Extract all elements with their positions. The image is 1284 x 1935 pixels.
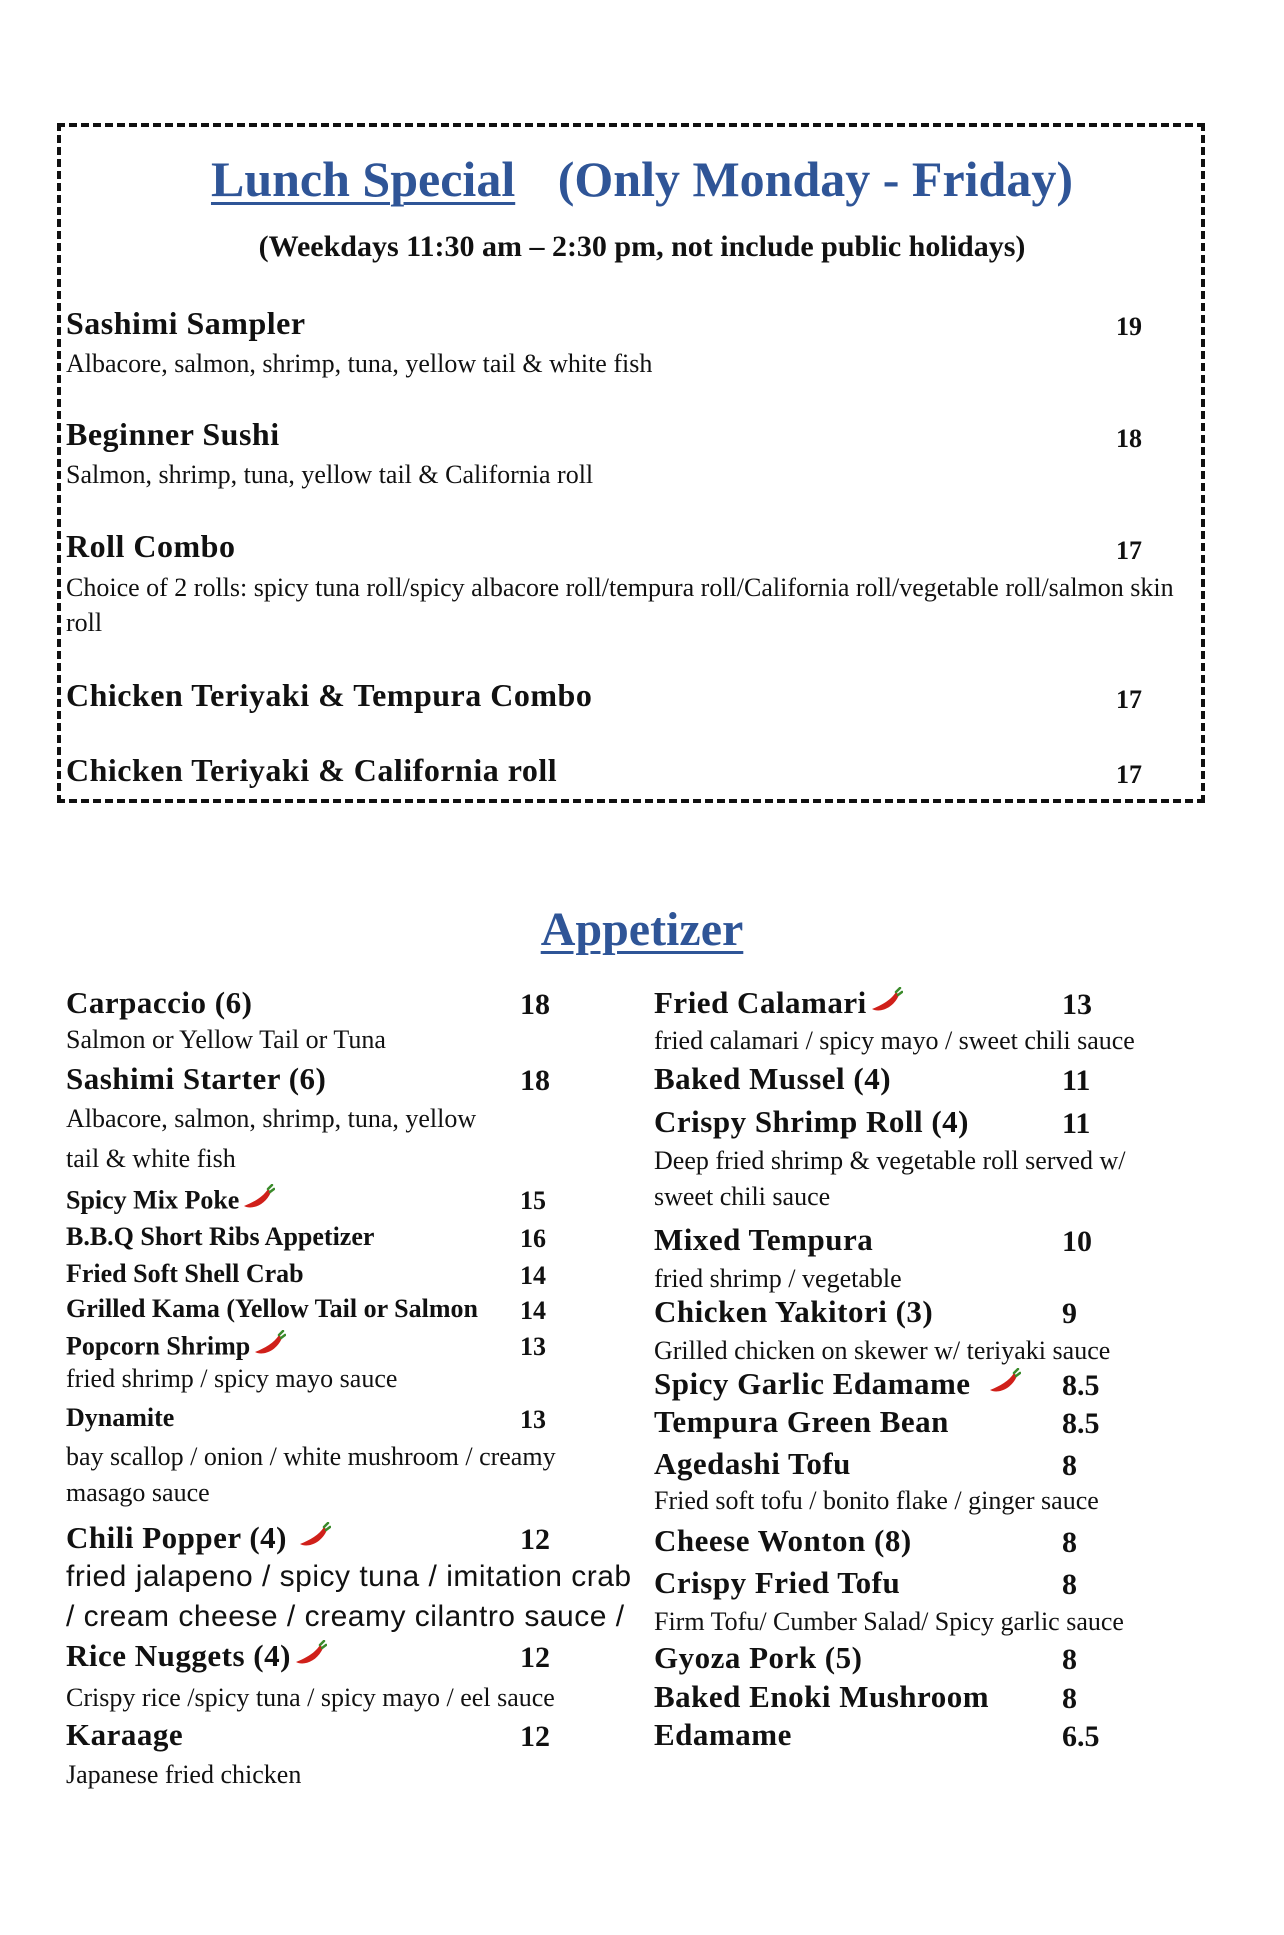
appetizer-item-desc: Albacore, salmon, shrimp, tuna, yellow [66, 1104, 477, 1133]
appetizer-item-name: Tempura Green Bean [654, 1404, 949, 1439]
appetizer-item-desc: Grilled chicken on skewer w/ teriyaki sauce [654, 1336, 1111, 1365]
lunch-item-price: 19 [1116, 312, 1142, 341]
chili-pepper-icon [869, 987, 903, 1025]
appetizer-item-price: 8 [1062, 1568, 1077, 1601]
lunch-item-price: 17 [1116, 685, 1142, 714]
lunch-item-price: 17 [1116, 536, 1142, 565]
appetizer-item-price: 12 [520, 1720, 550, 1753]
appetizer-item [66, 1184, 275, 1221]
appetizer-item-price: 8 [1062, 1643, 1077, 1676]
appetizer-item-price: 8 [1062, 1526, 1077, 1559]
appetizer-item-name: Fried Soft Shell Crab [66, 1259, 304, 1288]
appetizer-item-name: Popcorn Shrimp [66, 1331, 251, 1361]
chili-pepper-icon [293, 1640, 327, 1678]
appetizer-item-name: Spicy Mix Poke [66, 1185, 240, 1215]
appetizer-item-desc: fried shrimp / spicy mayo sauce [66, 1364, 398, 1393]
lunch-item-name: Chicken Teriyaki & California roll [66, 752, 558, 788]
appetizer-item-price: 10 [1062, 1225, 1092, 1258]
chili-pepper-icon [987, 1368, 1021, 1406]
appetizer-item-name: Edamame [654, 1717, 792, 1752]
appetizer-item-name: Chicken Yakitori (3) [654, 1294, 934, 1329]
appetizer-item [66, 1330, 286, 1367]
appetizer-item-desc: Japanese fried chicken [66, 1760, 302, 1789]
appetizer-item-desc: bay scallop / onion / white mushroom / creamy [66, 1442, 556, 1471]
appetizer-item-desc: masago sauce [66, 1478, 210, 1507]
appetizer-item-name: Gyoza Pork (5) [654, 1640, 863, 1675]
appetizer-item-desc: Firm Tofu/ Cumber Salad/ Spicy garlic sauce [654, 1607, 1124, 1636]
lunch-item-desc: Choice of 2 rolls: spicy tuna roll/spicy albacore roll/tempura roll/California roll/vegetable roll/salmon skin roll [66, 573, 1174, 637]
appetizer-item-name: Baked Enoki Mushroom [654, 1679, 990, 1714]
chili-pepper-icon [297, 1522, 331, 1560]
lunch-item-price: 18 [1116, 424, 1142, 453]
appetizer-item-desc: Deep fried shrimp & vegetable roll served w/ [654, 1146, 1126, 1175]
appetizer-item-name: Grilled Kama (Yellow Tail or Salmon [66, 1294, 478, 1323]
lunch-item-desc: Salmon, shrimp, tuna, yellow tail & California roll [66, 460, 594, 489]
lunch-special-subtitle: (Weekdays 11:30 am – 2:30 pm, not include public holidays) [258, 230, 1026, 263]
appetizer-item [66, 1638, 327, 1678]
chili-pepper-icon [241, 1184, 275, 1221]
lunch-item-name: Sashimi Sampler [66, 305, 306, 341]
appetizer-item-price: 13 [520, 1405, 546, 1434]
appetizer-item-price: 12 [520, 1523, 550, 1556]
lunch-item-name: Roll Combo [66, 528, 236, 564]
appetizer-item-desc: Fried soft tofu / bonito flake / ginger sauce [654, 1486, 1099, 1515]
appetizer-item-name: Sashimi Starter (6) [66, 1061, 327, 1096]
appetizer-item-name: Karaage [66, 1717, 184, 1752]
appetizer-item-price: 8.5 [1062, 1369, 1100, 1402]
appetizer-item-price: 13 [1062, 988, 1092, 1021]
lunch-item-desc: Albacore, salmon, shrimp, tuna, yellow tail & white fish [66, 349, 653, 378]
appetizer-item-desc: Salmon or Yellow Tail or Tuna [66, 1025, 386, 1054]
appetizer-item-desc: Crispy rice /spicy tuna / spicy mayo / eel sauce [66, 1683, 555, 1712]
appetizer-item-desc: fried jalapeno / spicy tuna / imitation crab [66, 1560, 632, 1593]
lunch-item-price: 17 [1116, 760, 1142, 789]
appetizer-item-price: 18 [520, 1064, 550, 1097]
appetizer-item-desc: tail & white fish [66, 1144, 236, 1173]
appetizer-item-price: 14 [520, 1261, 546, 1290]
appetizer-item [654, 1366, 1021, 1406]
appetizer-title: Appetizer [540, 903, 744, 956]
appetizer-item-price: 12 [520, 1641, 550, 1674]
lunch-item-name: Chicken Teriyaki & Tempura Combo [66, 677, 593, 713]
appetizer-item-price: 8.5 [1062, 1407, 1100, 1440]
appetizer-item-price: 6.5 [1062, 1720, 1100, 1753]
appetizer-item-name: Baked Mussel (4) [654, 1061, 892, 1096]
appetizer-item-price: 14 [520, 1296, 546, 1325]
lunch-special-title [0, 150, 1284, 208]
appetizer-item-name: Agedashi Tofu [654, 1446, 851, 1481]
appetizer-item-name: Mixed Tempura [654, 1222, 874, 1257]
appetizer-item-price: 8 [1062, 1449, 1077, 1482]
appetizer-item [654, 985, 903, 1025]
lunch-item-name: Beginner Sushi [66, 416, 280, 452]
appetizer-item-name: Chili Popper (4) [66, 1520, 287, 1555]
appetizer-item-name: Crispy Fried Tofu [654, 1565, 901, 1600]
lunch-special-title-days: (Only Monday - Friday) [557, 151, 1074, 207]
appetizer-item-price: 11 [1062, 1064, 1091, 1097]
appetizer-item-name: Crispy Shrimp Roll (4) [654, 1104, 969, 1139]
appetizer-item-price: 11 [1062, 1107, 1091, 1140]
appetizer-item-desc: / cream cheese / creamy cilantro sauce / [66, 1600, 625, 1633]
appetizer-item-name: B.B.Q Short Ribs Appetizer [66, 1222, 375, 1251]
appetizer-item [66, 1520, 331, 1560]
appetizer-item-desc: fried calamari / spicy mayo / sweet chili sauce [654, 1026, 1135, 1055]
appetizer-item-name: Spicy Garlic Edamame [654, 1366, 971, 1401]
appetizer-item-name: Rice Nuggets (4) [66, 1638, 291, 1673]
appetizer-item-price: 16 [520, 1224, 546, 1253]
appetizer-item-name: Dynamite [66, 1403, 175, 1432]
appetizer-item-desc: sweet chili sauce [654, 1182, 831, 1211]
appetizer-item-name: Fried Calamari [654, 985, 867, 1020]
appetizer-item-price: 13 [520, 1332, 546, 1361]
appetizer-item-desc: fried shrimp / vegetable [654, 1264, 902, 1293]
chili-pepper-icon [252, 1330, 286, 1367]
appetizer-item-price: 18 [520, 988, 550, 1021]
appetizer-item-price: 9 [1062, 1297, 1077, 1330]
appetizer-item-price: 15 [520, 1186, 546, 1215]
appetizer-item-price: 8 [1062, 1682, 1077, 1715]
lunch-special-title-main: Lunch Special [210, 151, 516, 207]
appetizer-item-name: Carpaccio (6) [66, 985, 253, 1020]
appetizer-item-name: Cheese Wonton (8) [654, 1523, 912, 1558]
